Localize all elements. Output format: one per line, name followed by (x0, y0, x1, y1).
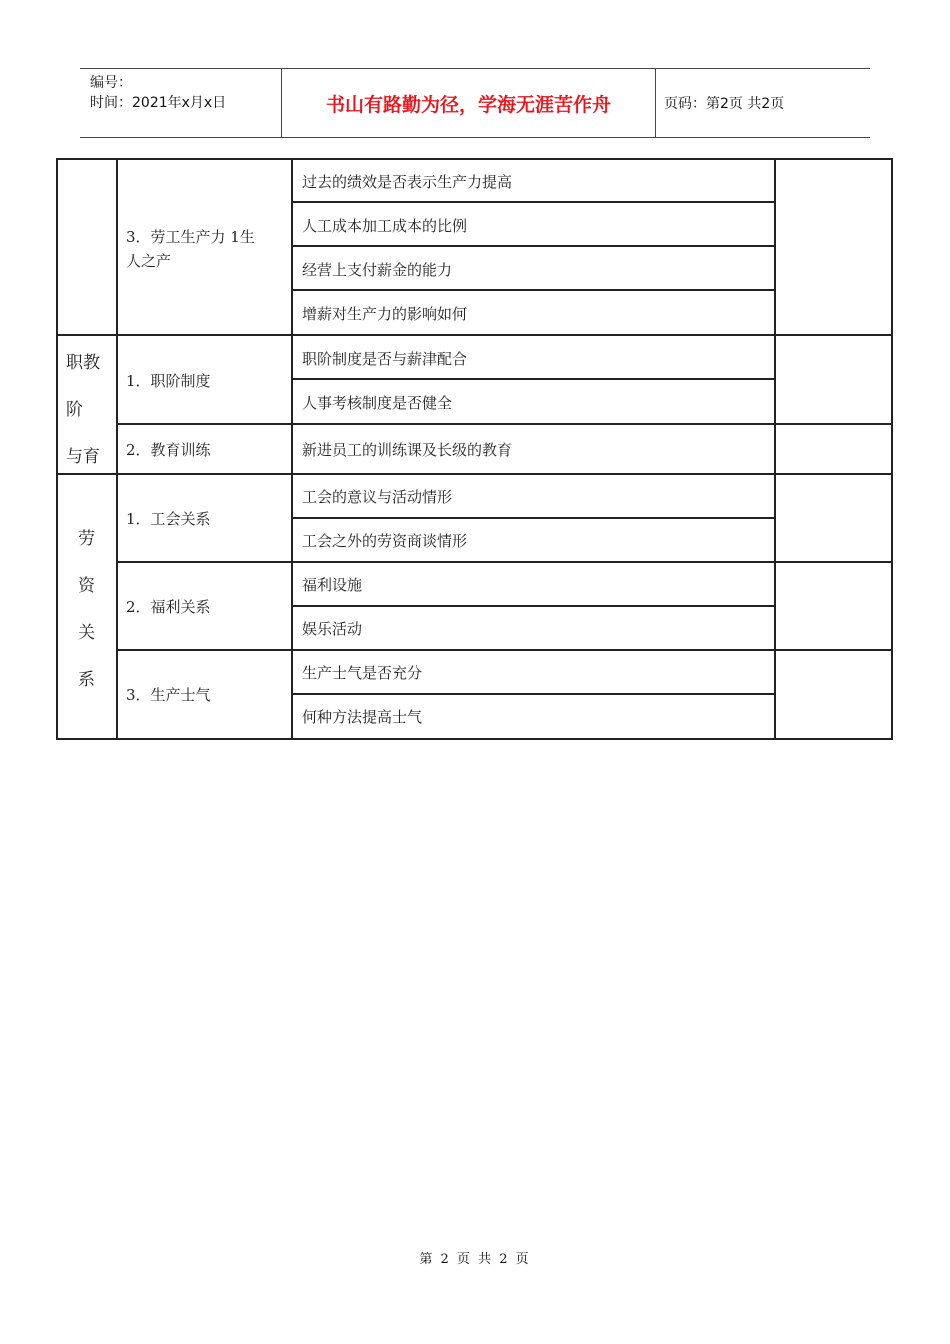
criterion-text: 新进员工的训练课及长级的教育 (302, 441, 513, 459)
criterion-text: 何种方法提高士气 (302, 708, 423, 726)
crit-sep (291, 289, 776, 291)
number-label: 编号： (90, 75, 132, 91)
category-career-line1: 职教 (66, 353, 100, 373)
crit-sep (291, 201, 776, 203)
sub-item-welfare: 2．福利关系 (126, 598, 211, 616)
criterion-text: 福利设施 (302, 576, 363, 594)
category-labor-char: 劳 (78, 529, 95, 549)
category-labor-char: 系 (78, 670, 95, 690)
crit-sep (291, 245, 776, 247)
crit-sep (291, 693, 776, 695)
category-career-line2: 阶 (66, 400, 83, 420)
criterion-text: 工会之外的劳资商谈情形 (302, 532, 468, 550)
row-sep-labor (56, 473, 893, 475)
row-sep-edu (116, 423, 893, 425)
page-header (80, 68, 870, 138)
header-motto: 书山有路勤为径，学海无涯苦作舟 (282, 69, 656, 137)
criterion-text: 经营上支付薪金的能力 (302, 261, 453, 279)
criterion-text: 娱乐活动 (302, 620, 363, 638)
criterion-text: 生产士气是否充分 (302, 664, 423, 682)
criterion-text: 人事考核制度是否健全 (302, 394, 453, 412)
crit-sep (291, 378, 776, 380)
criterion-text: 过去的绩效是否表示生产力提高 (302, 173, 513, 191)
page-footer: 第 2 页 共 2 页 (419, 1252, 531, 1267)
sub-item-productivity-line2: 人之产 (126, 252, 172, 270)
sub-item-union: 1．工会关系 (126, 510, 211, 528)
header-page-code: 页码：第2页 共2页 (664, 96, 785, 112)
crit-sep (291, 517, 776, 519)
sub-item-rank-system: 1．职阶制度 (126, 372, 211, 390)
criterion-text: 职阶制度是否与薪津配合 (302, 350, 468, 368)
row-sep-welfare (116, 561, 893, 563)
category-labor-char: 关 (78, 623, 95, 643)
row-sep-morale (116, 649, 893, 651)
criterion-text: 人工成本加工成本的比例 (302, 217, 468, 235)
criterion-text: 工会的意议与活动情形 (302, 488, 453, 506)
sub-item-training: 2．教育训练 (126, 441, 211, 459)
header-meta (80, 69, 282, 137)
row-sep-career (56, 334, 893, 336)
time-label: 时间：2021年x月x日 (90, 95, 227, 111)
sub-item-morale: 3．生产士气 (126, 686, 211, 704)
criterion-text: 增薪对生产力的影响如何 (302, 305, 468, 323)
category-career-line3: 与育 (66, 447, 100, 467)
category-labor-char: 资 (78, 576, 95, 596)
crit-sep (291, 605, 776, 607)
sub-item-productivity-line1: 3．劳工生产力 1生 (126, 228, 255, 246)
col-divider-1 (116, 158, 118, 740)
